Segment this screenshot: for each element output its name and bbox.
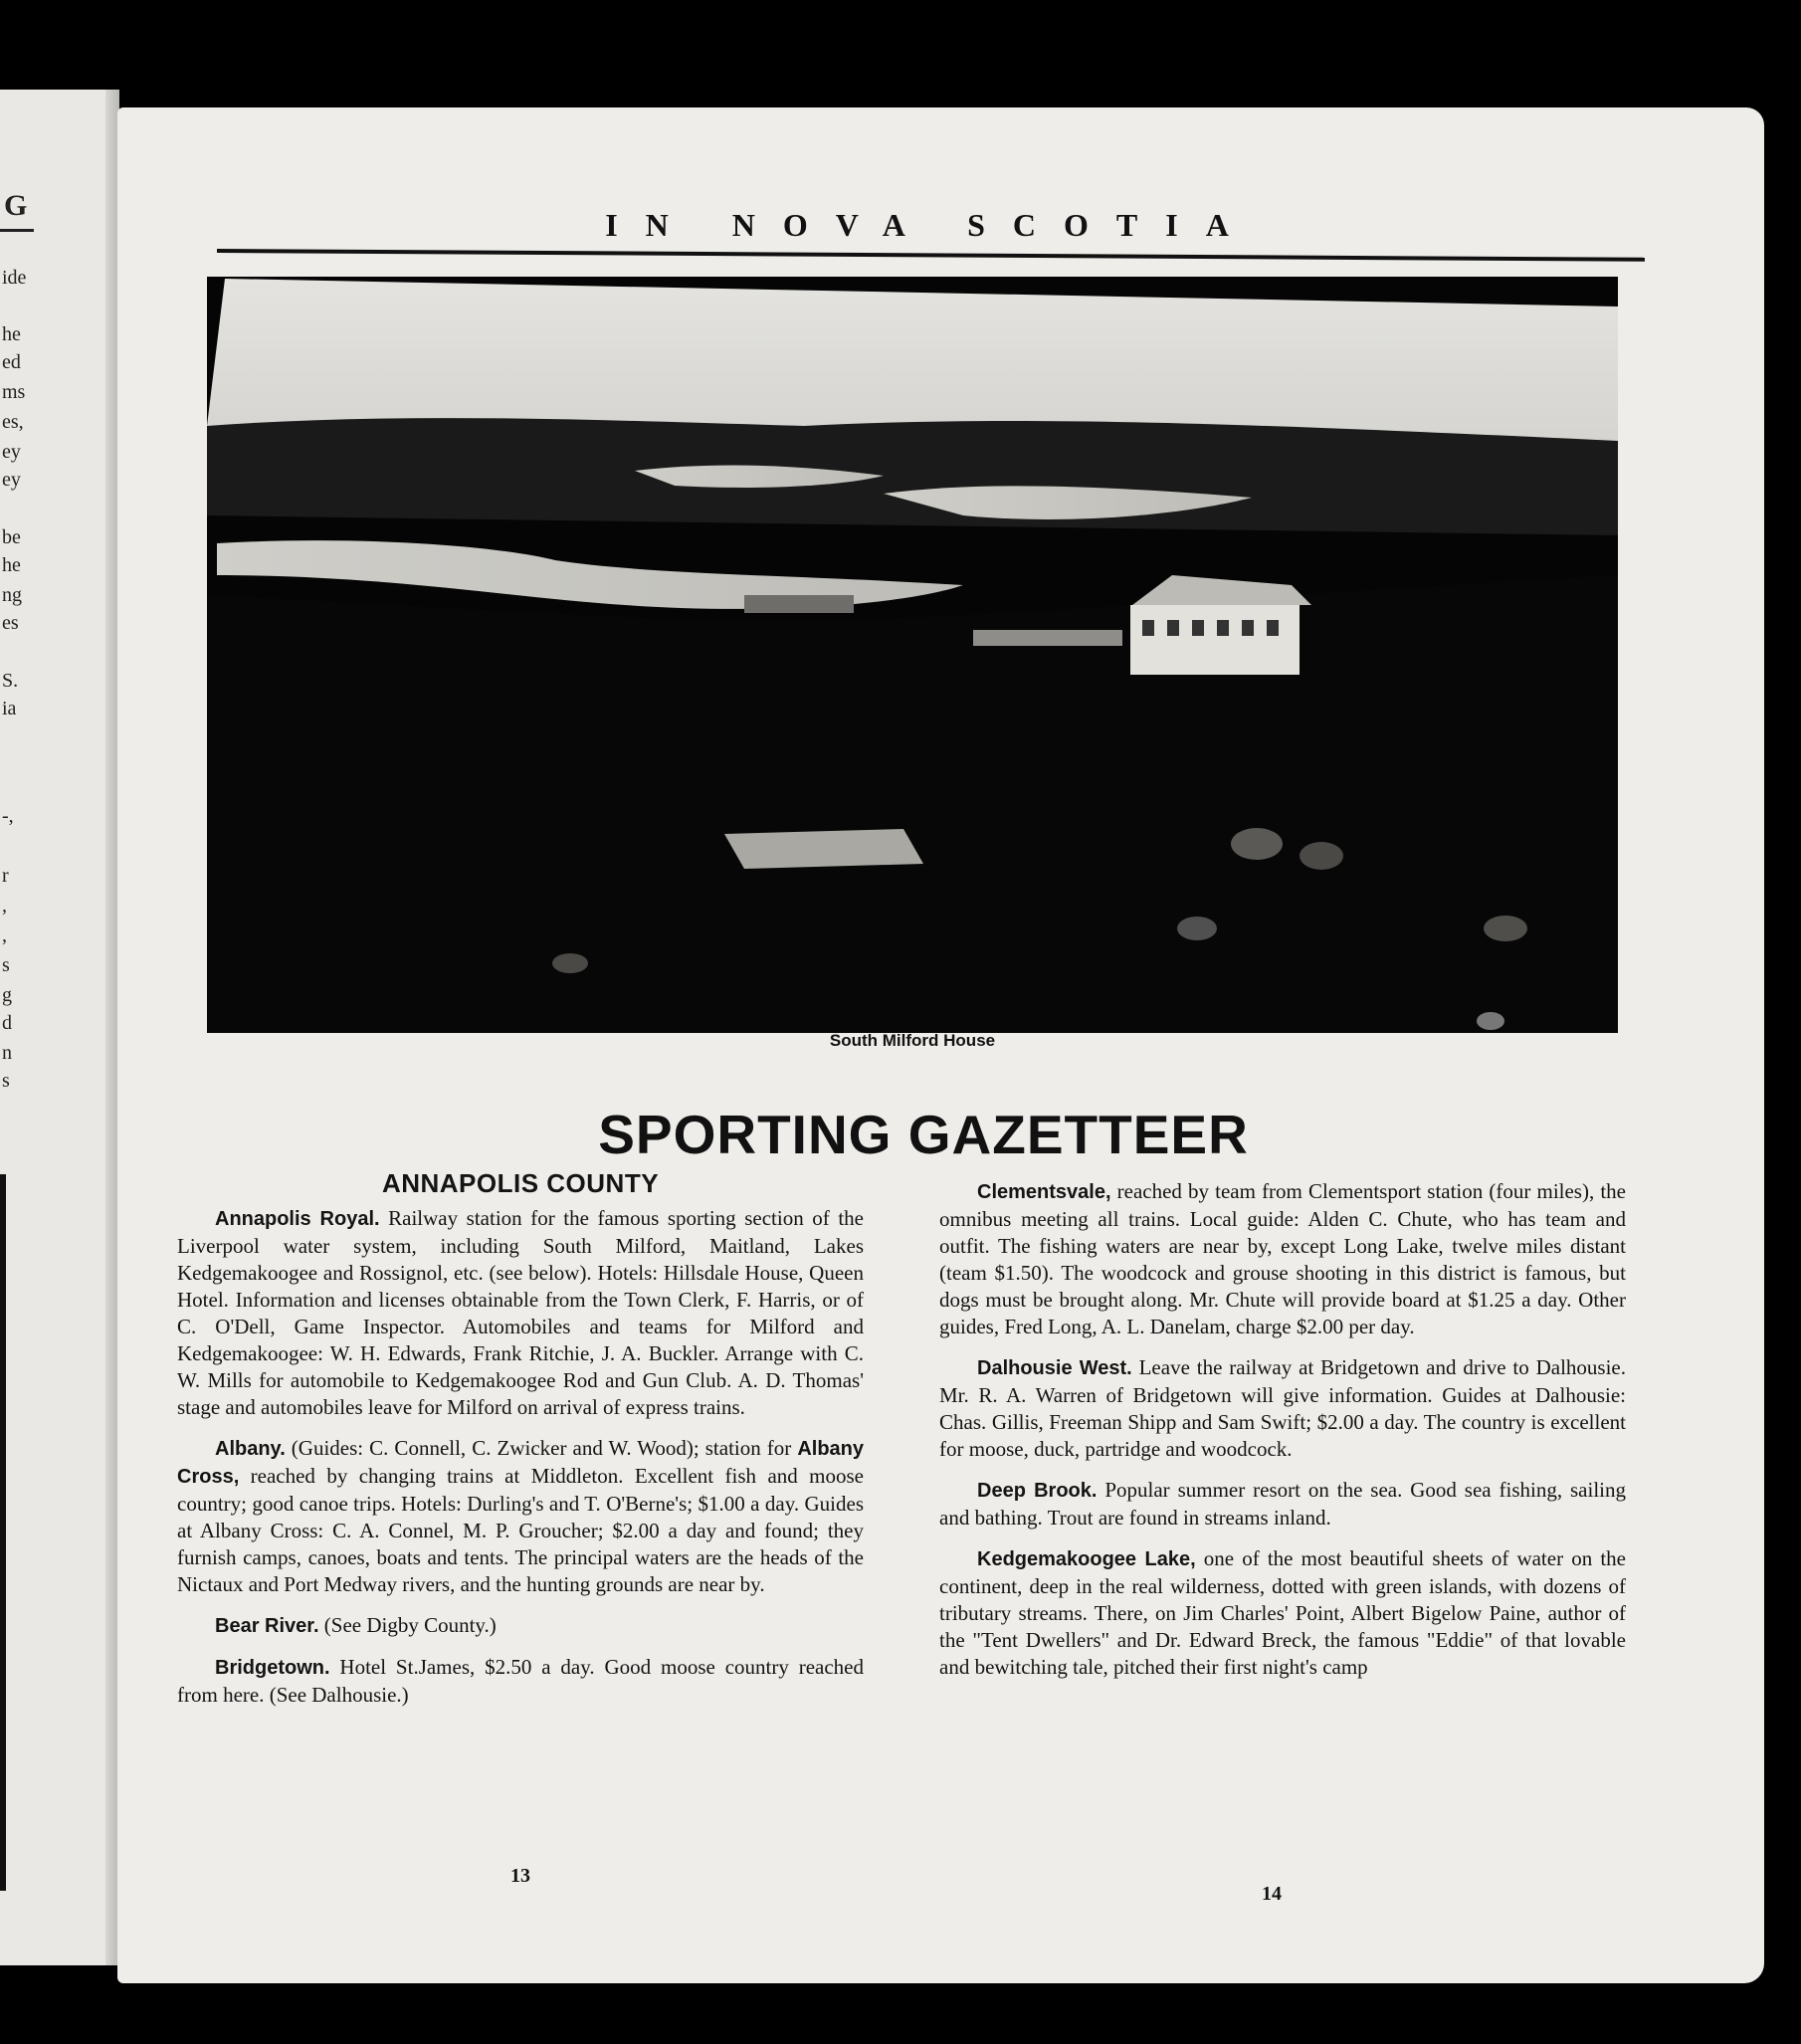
lake-landscape-photo <box>207 277 1618 1033</box>
left-text-fragment: ms <box>2 381 26 403</box>
left-text-fragment: ed <box>2 351 21 373</box>
left-text-fragment: he <box>2 323 21 345</box>
left-text-fragment: s <box>2 954 10 976</box>
entry-name: Deep Brook. <box>977 1480 1098 1502</box>
left-text-fragment: ide <box>2 267 27 289</box>
left-text-fragment: ey <box>2 441 21 463</box>
left-text-column <box>177 1170 864 1723</box>
county-heading: ANNAPOLIS COUNTY <box>381 1168 660 1198</box>
left-text-fragment: es <box>2 612 19 634</box>
right-text-column <box>939 1178 1626 1695</box>
left-page-dark-bar <box>0 1174 6 1891</box>
left-text-fragment: s <box>2 1070 10 1092</box>
left-text-fragment: , <box>2 895 7 917</box>
gazetteer-entry <box>939 1178 1626 1340</box>
entry-text: reached by changing trains at Middleton. Excellent fish and moose country; good canoe trips. Hotels: Durling's and T. O'Berne's; $1.00 a day. Guides at Albany Cross: C. A. Connel, M. P. Groucher; $2.00 a day and found; they furnish camps, canoes, boats and tents. The principal waters are the heads of the Nictaux and Port Medway rivers, and the hunting grounds are near by. <box>177 1464 864 1596</box>
running-head: IN NOVA SCOTIA <box>605 207 1257 243</box>
left-text-fragment: d <box>2 1012 12 1034</box>
gazetteer-entry <box>177 1435 864 1598</box>
entry-name: Albany. <box>215 1438 286 1460</box>
left-text-fragment: ng <box>2 584 22 606</box>
gazetteer-entry <box>939 1354 1626 1463</box>
left-text-fragment: ia <box>2 698 17 719</box>
left-text-fragment: r <box>2 865 9 887</box>
left-text-fragment: S. <box>2 670 19 692</box>
entry-text: Leave the railway at Bridgetown and drive to Dalhousie. Mr. R. A. Warren of Bridgetown will give information. Guides at Dalhousie: Chas. Gillis, Freeman Shipp and Sam Swift; $2.00 a day. The country is excellent for moose, duck, partridge and woodcock. <box>939 1355 1626 1461</box>
gazetteer-entry <box>177 1612 864 1640</box>
entry-text: Railway station for the famous sporting section of the Liverpool water system, including South Milford, Maitland, Lakes Kedgemakoogee and Rossignol, etc. (see below). Hotels: Hillsdale House, Queen Hotel. Information and licenses obtainable from the Town Clerk, F. Harris, or of C. O'Dell, Game Inspector. Automobiles and teams for Milford and Kedgemakoogee: W. H. Edwards, Frank Ritchie, J. A. Buckler. Arrange with C. W. Mills for automobile to Kedgemakoogee Rod and Gun Club. A. D. Thomas' stage and automobiles leave for Milford on arrival of express trains. <box>177 1206 864 1419</box>
entry-text: (Guides: C. Connell, C. Zwicker and W. Wood); station for <box>285 1436 798 1460</box>
left-head-rule <box>0 229 34 232</box>
entry-name: Dalhousie West. <box>977 1357 1132 1379</box>
gazetteer-entry <box>939 1545 1626 1681</box>
entry-text: reached by team from Clementsport station (four miles), the omnibus meeting all trains. Local guide: Alden C. Chute, who has team and outfit. The fishing waters are near by, except Long Lake, twelve miles distant (team $1.50). The woodcock and grouse shooting in this district is famous, but dogs must be brought along. Mr. Chute will provide board at $1.25 a day. Other guides, Fred Long, A. L. Danelam, charge $2.00 per day. <box>939 1179 1626 1338</box>
entry-name: Clementsvale, <box>977 1181 1111 1203</box>
left-text-fragment: he <box>2 554 21 576</box>
photo-caption: South Milford House <box>829 1031 996 1050</box>
entry-text: (See Digby County.) <box>318 1613 497 1637</box>
left-text-fragment: es, <box>2 411 24 433</box>
running-head-rule <box>217 249 1645 262</box>
left-running-head-fragment: G <box>4 189 28 222</box>
left-text-fragment: be <box>2 526 21 548</box>
entry-text: Hotel St.James, $2.50 a day. Good moose country reached from here. (See Dalhousie.) <box>177 1655 864 1707</box>
gazetteer-entry <box>939 1477 1626 1532</box>
entry-name: Bear River. <box>215 1615 319 1637</box>
entry-name: Annapolis Royal. <box>215 1208 380 1230</box>
left-text-fragment: -, <box>2 805 14 827</box>
left-text-fragment: ey <box>2 469 21 491</box>
entry-text: Popular summer resort on the sea. Good sea fishing, sailing and bathing. Trout are found in streams inland. <box>939 1478 1626 1530</box>
gazetteer-entry <box>177 1654 864 1709</box>
page-number-left: 13 <box>510 1865 530 1887</box>
page-title: SPORTING GAZETTEER <box>598 1104 1249 1165</box>
house-building <box>1130 575 1311 675</box>
entry-name: Kedgemakoogee Lake, <box>977 1548 1196 1570</box>
left-text-fragment: , <box>2 924 7 946</box>
entry-name: Bridgetown. <box>215 1657 330 1679</box>
page-spread-right <box>117 107 1764 1983</box>
left-text-fragment: n <box>2 1042 12 1064</box>
entry-inline-bold: Albany Cross, <box>177 1438 864 1488</box>
gazetteer-entry <box>177 1205 864 1421</box>
left-facing-page <box>0 90 119 1965</box>
entry-text: one of the most beautiful sheets of water on the continent, deep in the real wilderness, dotted with green islands, with dozens of tributary streams. There, on Jim Charles' Point, Albert Bigelow Paine, author of the "Tent Dwellers" and Dr. Edward Breck, the famous "Eddie" of that lovable and bewitching tale, pitched their first night's camp <box>939 1546 1627 1679</box>
left-text-fragment: g <box>2 984 12 1006</box>
page-number-right: 14 <box>1262 1883 1282 1905</box>
